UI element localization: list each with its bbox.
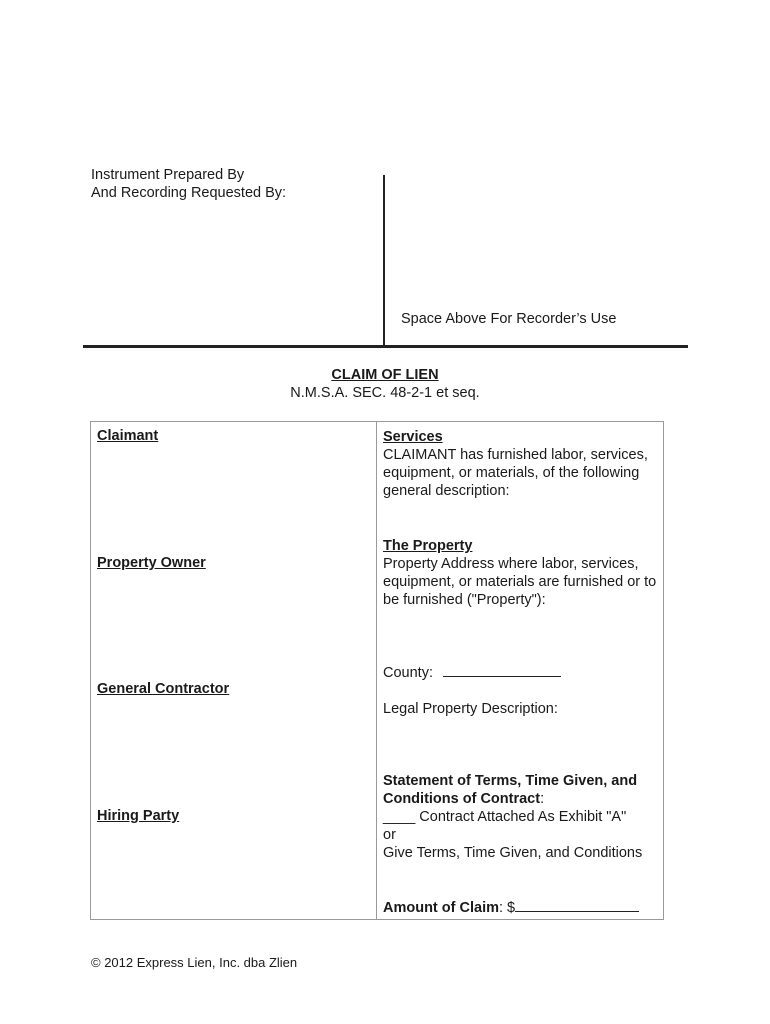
property-heading: The Property bbox=[383, 538, 473, 554]
recorder-divider-horizontal bbox=[83, 345, 688, 348]
amount-blank-line[interactable] bbox=[515, 899, 639, 912]
terms-section bbox=[383, 772, 658, 862]
terms-heading-line2: Conditions of Contract bbox=[383, 791, 541, 807]
amount-field bbox=[383, 899, 658, 917]
services-text: CLAIMANT has furnished labor, services, equipment, or materials, of the following general description: bbox=[383, 447, 648, 499]
property-text: Property Address where labor, services, equipment, or materials are furnished or to be furnished ("Property"): bbox=[383, 556, 657, 608]
county-blank-line[interactable] bbox=[443, 664, 561, 677]
title-main: CLAIM OF LIEN bbox=[331, 367, 439, 383]
recorder-divider-vertical bbox=[383, 175, 385, 346]
amount-label: Amount of Claim bbox=[383, 900, 499, 916]
copyright-footer: © 2012 Express Lien, Inc. dba Zlien bbox=[91, 955, 298, 970]
or-text: or bbox=[383, 827, 396, 843]
exhibit-option-text: Contract Attached As Exhibit "A" bbox=[419, 809, 627, 825]
prepared-by-block bbox=[91, 166, 286, 202]
county-label: County: bbox=[383, 665, 433, 681]
prepared-by-line2: And Recording Requested By: bbox=[91, 185, 287, 201]
hiring-party-label: Hiring Party bbox=[97, 808, 180, 824]
amount-suffix: : $ bbox=[499, 900, 516, 916]
exhibit-checkbox-blank[interactable]: ____ bbox=[383, 809, 416, 825]
claimant-label: Claimant bbox=[97, 428, 159, 444]
services-section bbox=[383, 428, 658, 500]
form-column-divider bbox=[376, 421, 377, 920]
property-section bbox=[383, 537, 658, 609]
title-statute: N.M.S.A. SEC. 48-2-1 et seq. bbox=[290, 385, 480, 401]
give-terms-text: Give Terms, Time Given, and Conditions bbox=[383, 845, 643, 861]
general-contractor-label: General Contractor bbox=[97, 681, 230, 697]
recorder-note: Space Above For Recorder’s Use bbox=[401, 311, 617, 327]
services-heading: Services bbox=[383, 429, 443, 445]
document-title bbox=[0, 366, 770, 402]
legal-description-label: Legal Property Description: bbox=[383, 701, 558, 717]
property-owner-label: Property Owner bbox=[97, 555, 206, 571]
prepared-by-line1: Instrument Prepared By bbox=[91, 167, 245, 183]
county-field bbox=[383, 664, 658, 682]
terms-heading-line1: Statement of Terms, Time Given, and bbox=[383, 773, 638, 789]
terms-heading-colon: : bbox=[540, 791, 545, 807]
